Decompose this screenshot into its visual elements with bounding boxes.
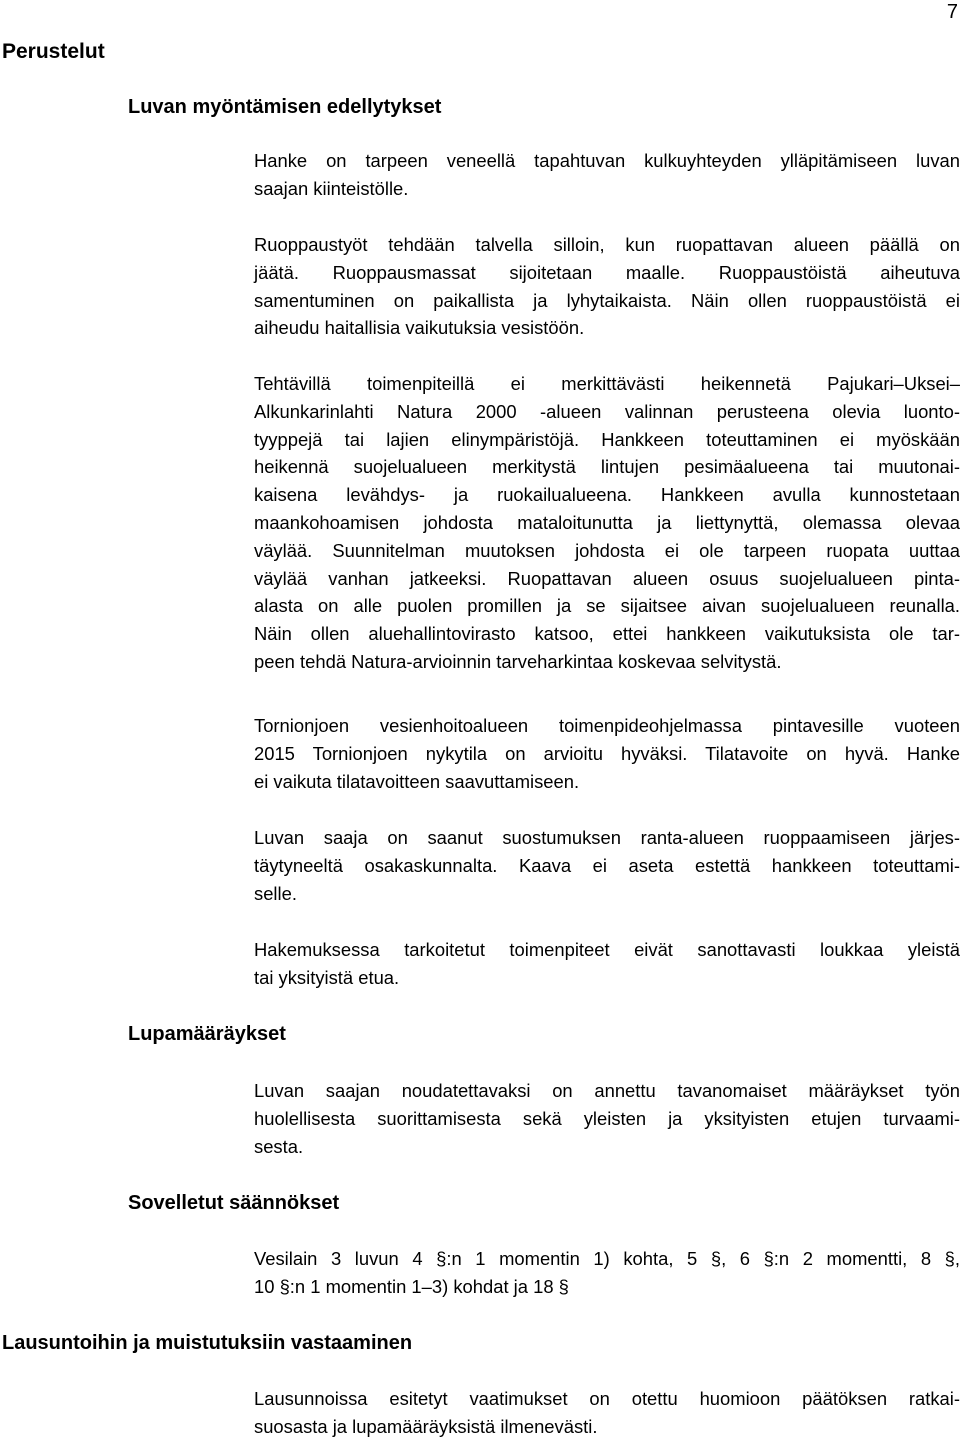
paragraph-line: aiheudu haitallisia vaikutuksia vesistöön. <box>254 317 585 339</box>
paragraph-line: Hanke on tarpeen veneellä tapahtuvan kulkuyhteyden ylläpitämiseen luvan <box>254 150 960 171</box>
paragraph-line: Tornionjoen vesienhoitoalueen toimenpideohjelmassa pintavesille vuoteen <box>254 715 960 736</box>
paragraph-p4 <box>254 712 960 795</box>
paragraph-line: 10 §:n 1 momentin 1–3) kohdat ja 18 § <box>254 1275 569 1297</box>
paragraph-line: Ruoppaustyöt tehdään talvella silloin, kun ruopattavan alueen päällä on <box>254 234 960 255</box>
paragraph-line: 2015 Tornionjoen nykytila on arvioitu hyväksi. Tilatavoite on hyvä. Hanke <box>254 742 960 764</box>
paragraph-line: huolellisesta suorittamisesta sekä yleisten ja yksityisten etujen turvaami- <box>254 1107 960 1129</box>
paragraph-line: tyyppejä tai lajien elinympäristöjä. Hankkeen toteuttaminen ei myöskään <box>254 428 960 450</box>
paragraph-line: Alkunkarinlahti Natura 2000 -alueen valinnan perusteena olevia luonto- <box>254 400 960 422</box>
paragraph-line: suosasta ja lupamääräyksistä ilmenevästi. <box>254 1415 598 1437</box>
page-number: 7 <box>946 1 958 23</box>
paragraph-line: täytyneeltä osakaskunnalta. Kaava ei aseta estettä hankkeen toteuttami- <box>254 854 960 876</box>
paragraph-line: Näin ollen aluehallintovirasto katsoo, ettei hankkeen vaikutuksista ole tar- <box>254 623 960 645</box>
paragraph-line: kaisena levähdys- ja ruokailualueena. Hankkeen avulla kunnostetaan <box>254 484 960 506</box>
paragraph-line: Luvan saaja on saanut suostumuksen ranta-alueen ruoppaamiseen järjes- <box>254 827 960 848</box>
paragraph-p9 <box>254 1385 960 1441</box>
paragraph-line: Vesilain 3 luvun 4 §:n 1 momentin 1) kohta, 5 §, 6 §:n 2 momentti, 8 §, <box>254 1248 960 1269</box>
paragraph-line: Lausunnoissa esitetyt vaatimukset on otettu huomioon päätöksen ratkai- <box>254 1388 960 1409</box>
heading-lausuntoihin: Lausuntoihin ja muistutuksiin vastaaminen <box>2 1332 413 1354</box>
paragraph-line: tai yksityistä etua. <box>254 966 400 988</box>
paragraph-line: ei vaikuta tilatavoitteen saavuttamiseen. <box>254 770 580 792</box>
heading-luvan-edellytykset: Luvan myöntämisen edellytykset <box>128 96 442 118</box>
paragraph-line: saajan kiinteistölle. <box>254 177 409 199</box>
paragraph-line: samentuminen on paikallista ja lyhytaikaista. Näin ollen ruoppaustöistä ei <box>254 289 960 311</box>
paragraph-line: Luvan saajan noudatettavaksi on annettu tavanomaiset määräykset työn <box>254 1080 960 1101</box>
paragraph-p7 <box>254 1077 960 1160</box>
paragraph-line: väylää vanhan jatkeeksi. Ruopattavan alueen osuus suojelualueen pinta- <box>254 567 960 589</box>
paragraph-p3 <box>254 370 960 676</box>
paragraph-p2 <box>254 231 960 342</box>
heading-sovelletut-saannokset: Sovelletut säännökset <box>128 1192 340 1214</box>
paragraph-p8 <box>254 1245 960 1301</box>
heading-perustelut: Perustelut <box>2 40 105 63</box>
paragraph-line: jäätä. Ruoppausmassat sijoitetaan maalle. Ruoppaustöistä aiheutuva <box>254 261 960 283</box>
paragraph-line: alasta on alle puolen promillen ja se sijaitsee aivan suojelualueen reunalla. <box>254 595 960 617</box>
paragraph-p6 <box>254 936 960 992</box>
paragraph-line: Tehtävillä toimenpiteillä ei merkittävästi heikennetä Pajukari–Uksei– <box>254 373 960 394</box>
paragraph-line: selle. <box>254 882 297 904</box>
heading-lupamaaraykset: Lupamääräykset <box>128 1023 286 1045</box>
paragraph-line: Hakemuksessa tarkoitetut toimenpiteet eivät sanottavasti loukkaa yleistä <box>254 939 960 960</box>
paragraph-line: sesta. <box>254 1135 304 1157</box>
paragraph-line: peen tehdä Natura-arvioinnin tarveharkintaa koskevaa selvitystä. <box>254 650 782 672</box>
paragraph-line: väylää. Suunnitelman muutoksen johdosta ei ole tarpeen ruopata uuttaa <box>254 539 960 561</box>
paragraph-p1 <box>254 147 960 203</box>
paragraph-p5 <box>254 824 960 907</box>
paragraph-line: maankohoamisen johdosta mataloitunutta ja liettynyttä, olemassa olevaa <box>254 511 960 533</box>
paragraph-line: heikennä suojelualueen merkitystä lintujen pesimäalueena tai muutonai- <box>254 456 960 478</box>
